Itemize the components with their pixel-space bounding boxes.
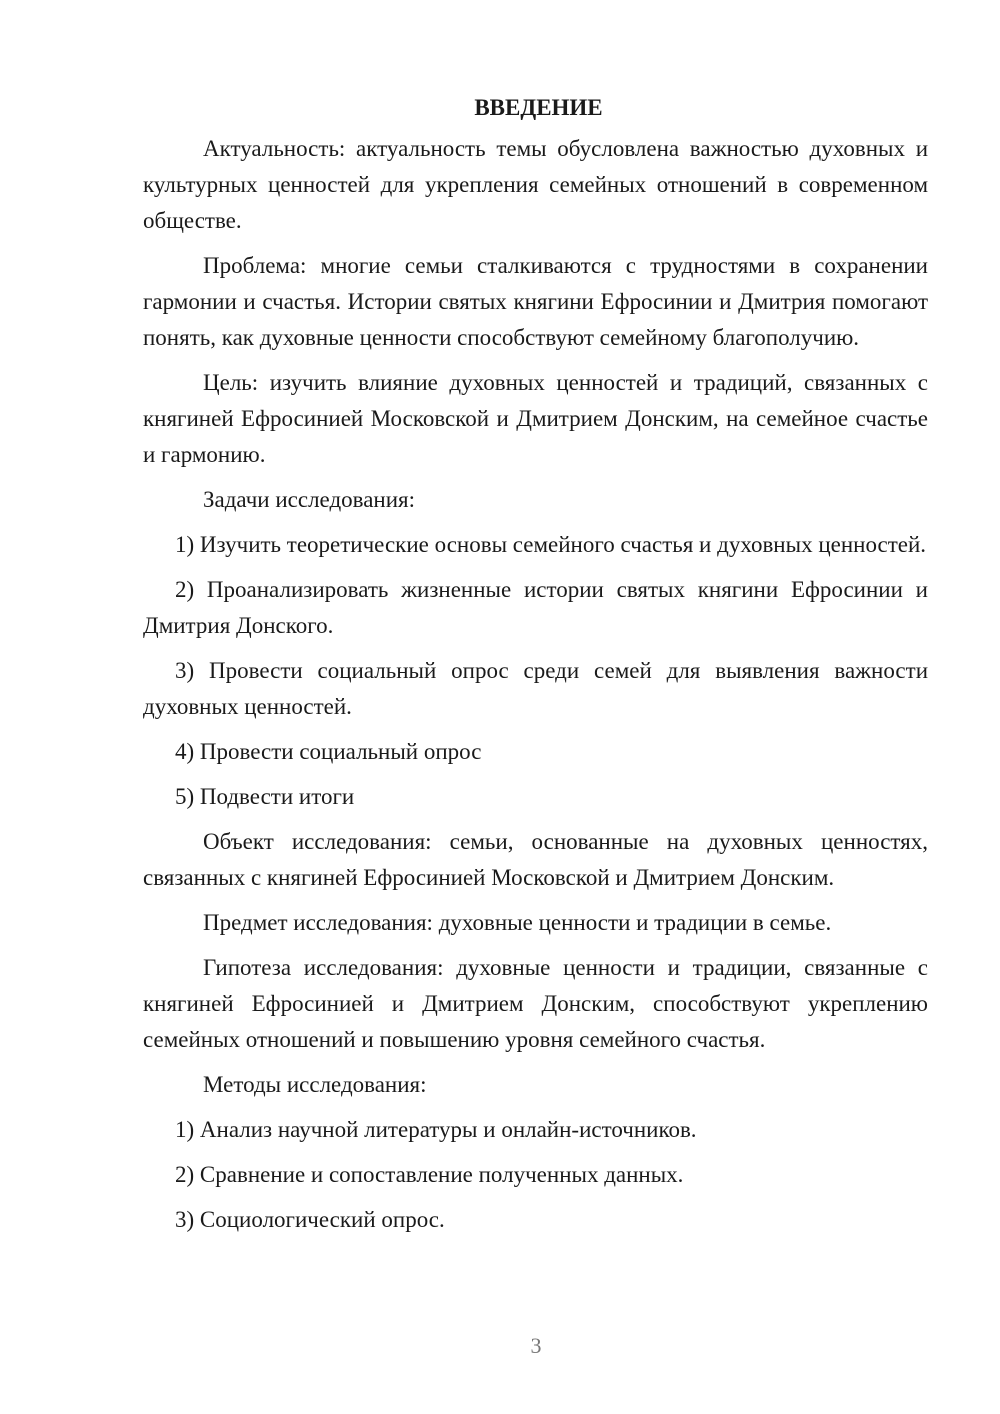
- method-item-3: 3) Социологический опрос.: [175, 1207, 445, 1232]
- page-content: [143, 90, 928, 1238]
- method-item-2: 2) Сравнение и сопоставление полученных данных.: [175, 1162, 684, 1187]
- paragraph-goal: Цель: изучить влияние духовных ценностей и традиций, связанных с княгиней Ефросинией Московской и Дмитрием Донским, на семейное счастье и гармонию.: [143, 370, 928, 467]
- paragraph-tasks-heading: Задачи исследования:: [203, 487, 416, 512]
- task-item-1: 1) Изучить теоретические основы семейного счастья и духовных ценностей.: [175, 532, 927, 557]
- paragraph-problem: Проблема: многие семьи сталкиваются с трудностями в сохранении гармонии и счастья. Истории святых княгини Ефросинии и Дмитрия помогают понять, как духовные ценности способствуют семейному благополучию.: [143, 253, 928, 350]
- paragraph-relevance: Актуальность: актуальность темы обусловлена важностью духовных и культурных ценностей для укрепления семейных отношений в современном обществе.: [143, 136, 928, 233]
- page-number: 3: [530, 1333, 542, 1358]
- paragraph-methods-heading: Методы исследования:: [203, 1072, 427, 1097]
- paragraph-object: Объект исследования: семьи, основанные на духовных ценностях, связанных с княгиней Ефросинией Московской и Дмитрием Донским.: [143, 829, 928, 890]
- task-item-5: 5) Подвести итоги: [175, 784, 355, 809]
- task-item-3: 3) Провести социальный опрос среди семей для выявления важности духовных ценностей.: [143, 658, 928, 719]
- task-item-2: 2) Проанализировать жизненные истории святых княгини Ефросинии и Дмитрия Донского.: [143, 577, 928, 638]
- paragraph-subject: Предмет исследования: духовные ценности и традиции в семье.: [203, 910, 832, 935]
- paragraph-hypothesis: Гипотеза исследования: духовные ценности и традиции, связанные с княгиней Ефросинией и Дмитрием Донским, способствуют укреплению семейных отношений и повышению уровня семейного счастья.: [143, 955, 928, 1052]
- method-item-1: 1) Анализ научной литературы и онлайн-источников.: [175, 1117, 697, 1142]
- task-item-4: 4) Провести социальный опрос: [175, 739, 482, 764]
- section-title: ВВЕДЕНИЕ: [474, 95, 603, 120]
